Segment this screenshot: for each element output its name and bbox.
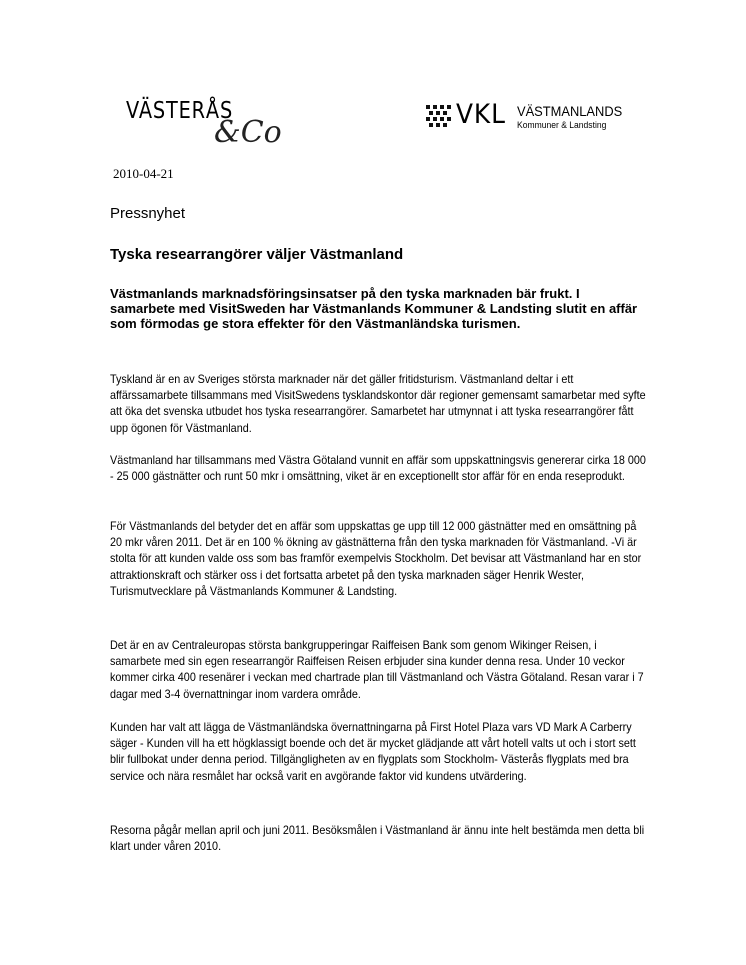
co-script-mark — [208, 100, 282, 150]
lead-paragraph: Västmanlands marknadsföringsinsatser på den tyska marknaden bär frukt. I samarbete med VisitSweden har Västmanlands Kommuner & Landsting slutit en affär som förmodas ge stora effekter för den Västmanländska turismen. — [110, 286, 638, 331]
headline: Tyska researrangörer väljer Västmanland — [110, 246, 404, 263]
body-paragraph-2: Västmanland har tillsammans med Västra Götaland vunnit en affär som uppskattningsvis genererar cirka 18 000 - 25 000 gästnätter och runt 50 mkr i omsättning, viket är en exceptionellt stor affär för en enda reseprodukt. — [110, 453, 646, 484]
vkl-name-line2: Kommuner & Landsting — [517, 120, 607, 130]
vasteras-co-logo — [126, 98, 282, 150]
vkl-dots-icon — [426, 105, 452, 127]
press-category: Pressnyhet — [110, 205, 186, 222]
svg-text:&Co: &Co — [214, 115, 282, 150]
body-paragraph-1: Tyskland är en av Sveriges största marknader när det gäller fritidsturism. Västmanland deltar i ett affärssamarbete tillsammans med VisitSwedens tysklandskontor där regioner gemensamt samarbetar med syfte att öka det svenska utbudet hos tyska researrangörer. Samarbetet har utmynnat i att tyska researrangörer fått upp ögonen för Västmanland. — [110, 372, 646, 435]
vkl-logo — [426, 101, 626, 133]
body-paragraph-5: Kunden har valt att lägga de Västmanländska övernattningarna på First Hotel Plaza vars VD Mark A Carberry säger - Kunden vill ha ett högklassigt boende och det är mycket glädjande att vårt hotell valts ut och i stort sett blir fullbokat under denna period. Tillgängligheten av en flygplats som Stockholm- Västerås flygplats med bra service och nära resmålet har också varit en avgörande faktor vid kundens utvärdering. — [110, 720, 636, 783]
body-paragraph-3: För Västmanlands del betyder det en affär som uppskattas ge upp till 12 000 gästnätter med en omsättning på 20 mkr våren 2011. Det är en 100 % ökning av gästnätterna från den tyska marknaden för Västmanland. -Vi är stolta för att kunden valde oss som bas framför exempelvis Stockholm. Det bevisar att Västmanland har en stor attraktionskraft och stärker oss i det fortsatta arbetet på den tyska marknaden säger Henrik Wester, Turismutvecklare på Västmanlands Kommuner & Landsting. — [110, 519, 642, 598]
body-paragraph-4: Det är en av Centraleuropas största bankgrupperingar Raiffeisen Bank som genom Wikinger Reisen, i samarbete med sin egen researrangör Raiffeisen Reisen erbjuder sina kunder denna resa. Under 10 veckor kommer cirka 400 resenärer i veckan med chartrade plan till Västmanland och Västra Götaland. Resan varar i 7 dagar med 3-4 övernattningar inom vardera område. — [110, 638, 644, 701]
body-paragraph-6: Resorna pågår mellan april och juni 2011. Besöksmålen i Västmanland är ännu inte helt bestämda men detta bli klart under våren 2010. — [110, 823, 645, 854]
vkl-name-line1: VÄSTMANLANDS — [517, 103, 623, 119]
press-date: 2010-04-21 — [113, 166, 174, 181]
logo-left-word: VÄSTERÅS — [126, 98, 234, 124]
vkl-letters: VKL — [456, 99, 506, 130]
